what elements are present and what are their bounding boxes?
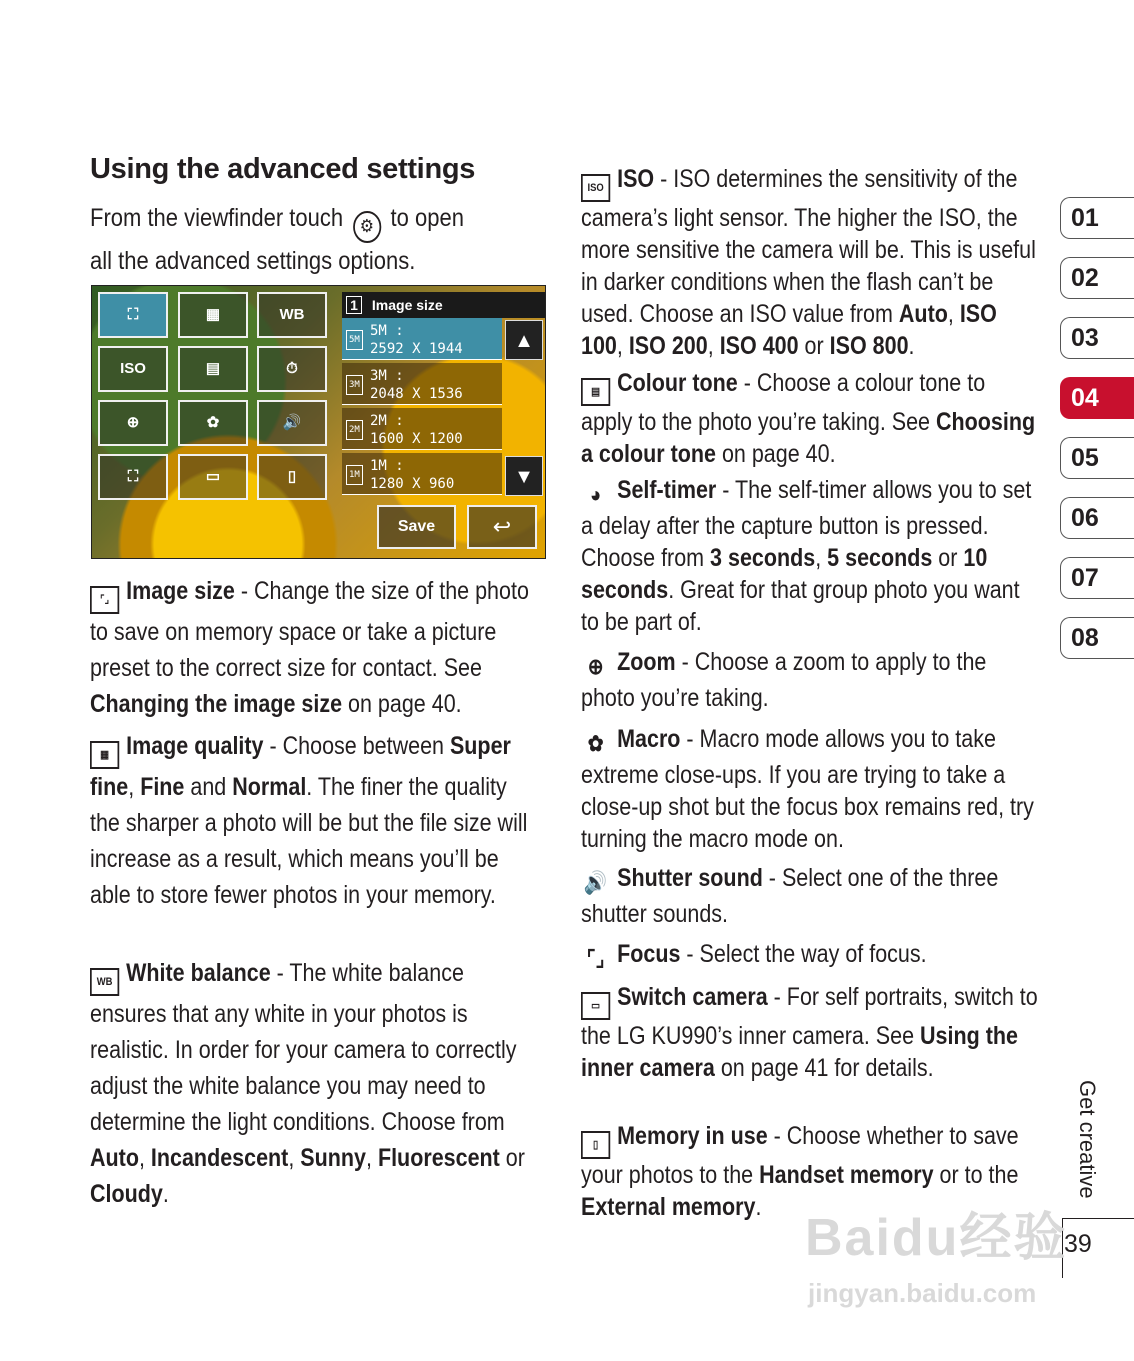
white-balance-tile[interactable]: WB xyxy=(257,292,327,338)
paragraph-bold: Fine xyxy=(140,773,185,801)
paragraph-text: , xyxy=(616,332,629,360)
macro-paragraph xyxy=(581,723,1041,855)
paragraph-text: . xyxy=(162,1180,169,1208)
image-quality-icon: ▦ xyxy=(90,741,119,769)
memory-tile[interactable]: ▯ xyxy=(257,454,327,500)
tab-01[interactable]: 01 xyxy=(1060,197,1134,239)
iso-icon: ISO xyxy=(581,174,610,202)
paragraph-text: . xyxy=(908,332,915,360)
paragraph-bold: Incandescent xyxy=(150,1144,289,1172)
paragraph-bold: Using the inner camera xyxy=(581,1022,1018,1082)
option-line1: 5M : xyxy=(370,323,404,339)
paragraph-text: on page 41 for details. xyxy=(714,1054,934,1082)
paragraph-bold: Choosing a colour tone xyxy=(581,408,1036,468)
paragraph-text: . xyxy=(755,1193,762,1221)
paragraph-title: Image size xyxy=(126,577,235,605)
intro-text-after: to open all the advanced settings options. xyxy=(90,204,464,275)
paragraph-text: and xyxy=(184,773,233,801)
paragraph-text: , xyxy=(707,332,720,360)
option-line2: 1600 X 1200 xyxy=(370,431,463,447)
image-quality-paragraph xyxy=(90,728,537,913)
option-line1: 3M : xyxy=(370,368,404,384)
section-label: Get creative xyxy=(1075,1080,1100,1199)
intro-text-before: From the viewfinder touch xyxy=(90,204,344,232)
paragraph-text: - For self portraits, switch to the LG KU990’s inner camera. See xyxy=(581,983,1038,1050)
paragraph-text: - Choose a zoom to apply to the photo you’re taking. xyxy=(581,648,987,712)
paragraph-bold: 3 seconds xyxy=(710,544,816,572)
tab-03[interactable]: 03 xyxy=(1060,317,1134,359)
gear-icon: ⚙ xyxy=(353,211,381,243)
colour-tone-paragraph xyxy=(581,367,1041,470)
iso-paragraph xyxy=(581,163,1041,362)
switch-camera-icon: ▭ xyxy=(581,992,610,1020)
paragraph-title: Shutter sound xyxy=(617,864,763,892)
zoom-paragraph xyxy=(581,646,1041,714)
paragraph-text: , xyxy=(128,773,141,801)
paragraph-text: - The self-timer allows you to set a delay after the capture button is pressed. Choose from xyxy=(581,476,1032,572)
paragraph-text: , xyxy=(815,544,828,572)
paragraph-bold: ISO 400 xyxy=(719,332,799,360)
option-line2: 2592 X 1944 xyxy=(370,341,463,357)
paragraph-text: . Great for that group photo you want to be part of. xyxy=(581,576,1020,636)
shutter-sound-tile[interactable]: 🔊 xyxy=(257,400,327,446)
memory-card-icon: ▯ xyxy=(581,1131,610,1159)
back-icon[interactable]: ↩ xyxy=(467,505,537,549)
paragraph-bold: ISO 800 xyxy=(829,332,909,360)
option-tag: 1M xyxy=(346,465,363,485)
paragraph-text: on page 40. xyxy=(715,440,836,468)
switch-camera-paragraph xyxy=(581,981,1041,1084)
focus-paragraph xyxy=(581,938,1041,974)
panel-number: 1 xyxy=(346,296,362,314)
paragraph-bold: Changing the image size xyxy=(90,690,343,718)
paragraph-text: or xyxy=(798,332,830,360)
paragraph-text: - Select one of the three shutter sounds. xyxy=(581,864,999,928)
divider xyxy=(1062,1218,1134,1219)
paragraph-text: on page 40. xyxy=(342,690,462,718)
paragraph-bold: Super fine xyxy=(90,732,511,801)
paragraph-title: White balance xyxy=(126,959,271,987)
paragraph-bold: Normal xyxy=(232,773,307,801)
watermark: Baidu经验 xyxy=(805,1209,1068,1267)
macro-icon: ✿ xyxy=(587,731,604,756)
tab-05[interactable]: 05 xyxy=(1060,437,1134,479)
paragraph-text: , xyxy=(947,300,960,328)
page-number: 39 xyxy=(1064,1230,1092,1258)
panel-title: Image size xyxy=(371,297,443,313)
paragraph-text: - The white balance ensures that any white in your photos is realistic. In order for your camera to correctly adjust the white balance you may need to determine the light conditions. Choose from xyxy=(90,959,517,1136)
tab-02[interactable]: 02 xyxy=(1060,257,1134,299)
paragraph-bold: Cloudy xyxy=(90,1180,163,1208)
switch-camera-tile[interactable]: ▭ xyxy=(178,454,248,500)
paragraph-text: , xyxy=(138,1144,151,1172)
paragraph-text: or xyxy=(932,544,964,572)
paragraph-title: Memory in use xyxy=(617,1122,768,1150)
paragraph-title: Zoom xyxy=(617,648,676,676)
paragraph-text: or xyxy=(499,1144,525,1172)
option-5m[interactable] xyxy=(342,318,502,360)
self-timer-tile[interactable]: ⏱ xyxy=(257,346,327,392)
paragraph-title: Macro xyxy=(617,725,681,753)
watermark-url: jingyan.baidu.com xyxy=(808,1278,1037,1308)
option-tag: 3M xyxy=(346,375,363,395)
panel-header xyxy=(342,292,545,318)
timer-icon: ◕ xyxy=(589,482,602,507)
paragraph-text: - Choose whether to save your photos to the xyxy=(581,1122,1019,1189)
zoom-icon: ⊕ xyxy=(587,654,604,679)
intro-paragraph xyxy=(90,200,486,279)
tab-06[interactable]: 06 xyxy=(1060,497,1134,539)
paragraph-text: , xyxy=(288,1144,301,1172)
camera-settings-screenshot xyxy=(91,285,546,559)
paragraph-bold: ISO 100 xyxy=(581,300,997,360)
option-2m[interactable] xyxy=(342,408,502,450)
paragraph-title: Focus xyxy=(617,940,681,968)
paragraph-text: , xyxy=(365,1144,378,1172)
paragraph-title: Image quality xyxy=(126,732,264,760)
paragraph-title: Switch camera xyxy=(617,983,768,1011)
option-line1: 1M : xyxy=(370,458,404,474)
tab-07[interactable]: 07 xyxy=(1060,557,1134,599)
paragraph-text: - ISO determines the sensitivity of the camera’s light sensor. The higher the ISO, the more sensitive the camera will be. This is useful in darker conditions when the flash can’t be used. Choose an ISO value from xyxy=(581,165,1036,328)
image-size-paragraph xyxy=(90,573,537,722)
tab-04[interactable]: 04 xyxy=(1060,377,1134,419)
option-tag: 5M xyxy=(346,330,363,350)
white-balance-paragraph xyxy=(90,955,537,1212)
tab-08[interactable]: 08 xyxy=(1060,617,1134,659)
white-balance-icon: WB xyxy=(90,968,119,996)
paragraph-bold: External memory xyxy=(581,1193,756,1221)
colour-tone-icon: ▤ xyxy=(581,378,610,406)
paragraph-text: . The finer the quality the sharper a photo will be but the file size will increase as a result, which means you’ll be able to store fewer photos in your memory. xyxy=(90,773,528,909)
page-heading: Using the advanced settings xyxy=(90,153,476,185)
scroll-down-icon[interactable]: ▼ xyxy=(505,456,543,496)
paragraph-text: - Choose between xyxy=(263,732,450,760)
macro-tile[interactable]: ✿ xyxy=(178,400,248,446)
option-3m[interactable] xyxy=(342,363,502,405)
paragraph-bold: Fluorescent xyxy=(377,1144,500,1172)
save-button[interactable]: Save xyxy=(377,505,456,549)
option-line1: 2M : xyxy=(370,413,404,429)
chapter-tabs xyxy=(1060,197,1134,677)
option-1m[interactable] xyxy=(342,453,502,495)
paragraph-bold: Handset memory xyxy=(759,1161,934,1189)
paragraph-text: or to the xyxy=(933,1161,1019,1189)
paragraph-bold: 5 seconds xyxy=(827,544,933,572)
paragraph-text: - Choose a colour tone to apply to the photo you’re taking. See xyxy=(581,369,986,436)
shutter-sound-paragraph xyxy=(581,862,1041,930)
paragraph-bold: Sunny xyxy=(300,1144,366,1172)
paragraph-text: - Change the size of the photo to save on memory space or take a picture preset to the correct size for contact. See xyxy=(90,577,529,682)
speaker-icon: 🔊 xyxy=(583,870,608,895)
iso-tile[interactable]: ISO xyxy=(98,346,168,392)
paragraph-text: - Select the way of focus. xyxy=(680,940,927,968)
paragraph-bold: 10 seconds xyxy=(581,544,988,604)
image-size-icon: ⌜⌟ xyxy=(90,586,119,614)
option-line2: 1280 X 960 xyxy=(370,476,455,492)
paragraph-title: ISO xyxy=(617,165,655,193)
image-quality-tile[interactable]: ▦ xyxy=(178,292,248,338)
option-tag: 2M xyxy=(346,420,363,440)
zoom-tile[interactable]: ⊕ xyxy=(98,400,168,446)
paragraph-title: Self-timer xyxy=(617,476,717,504)
scroll-up-icon[interactable]: ▲ xyxy=(505,320,543,360)
option-line2: 2048 X 1536 xyxy=(370,386,463,402)
paragraph-bold: Auto xyxy=(90,1144,139,1172)
paragraph-bold: ISO 200 xyxy=(628,332,708,360)
paragraph-text: - Macro mode allows you to take extreme close-ups. If you are trying to take a close-up shot but the focus box remains red, try turning the macro mode on. xyxy=(581,725,1034,853)
self-timer-paragraph xyxy=(581,474,1041,638)
focus-icon: ⌜⌟ xyxy=(586,946,605,971)
paragraph-bold: Auto xyxy=(898,300,948,328)
focus-tile[interactable]: ⛶ xyxy=(98,454,168,500)
paragraph-title: Colour tone xyxy=(617,369,738,397)
image-size-tile[interactable]: ⛶ xyxy=(98,292,168,338)
colour-tone-tile[interactable]: ▤ xyxy=(178,346,248,392)
